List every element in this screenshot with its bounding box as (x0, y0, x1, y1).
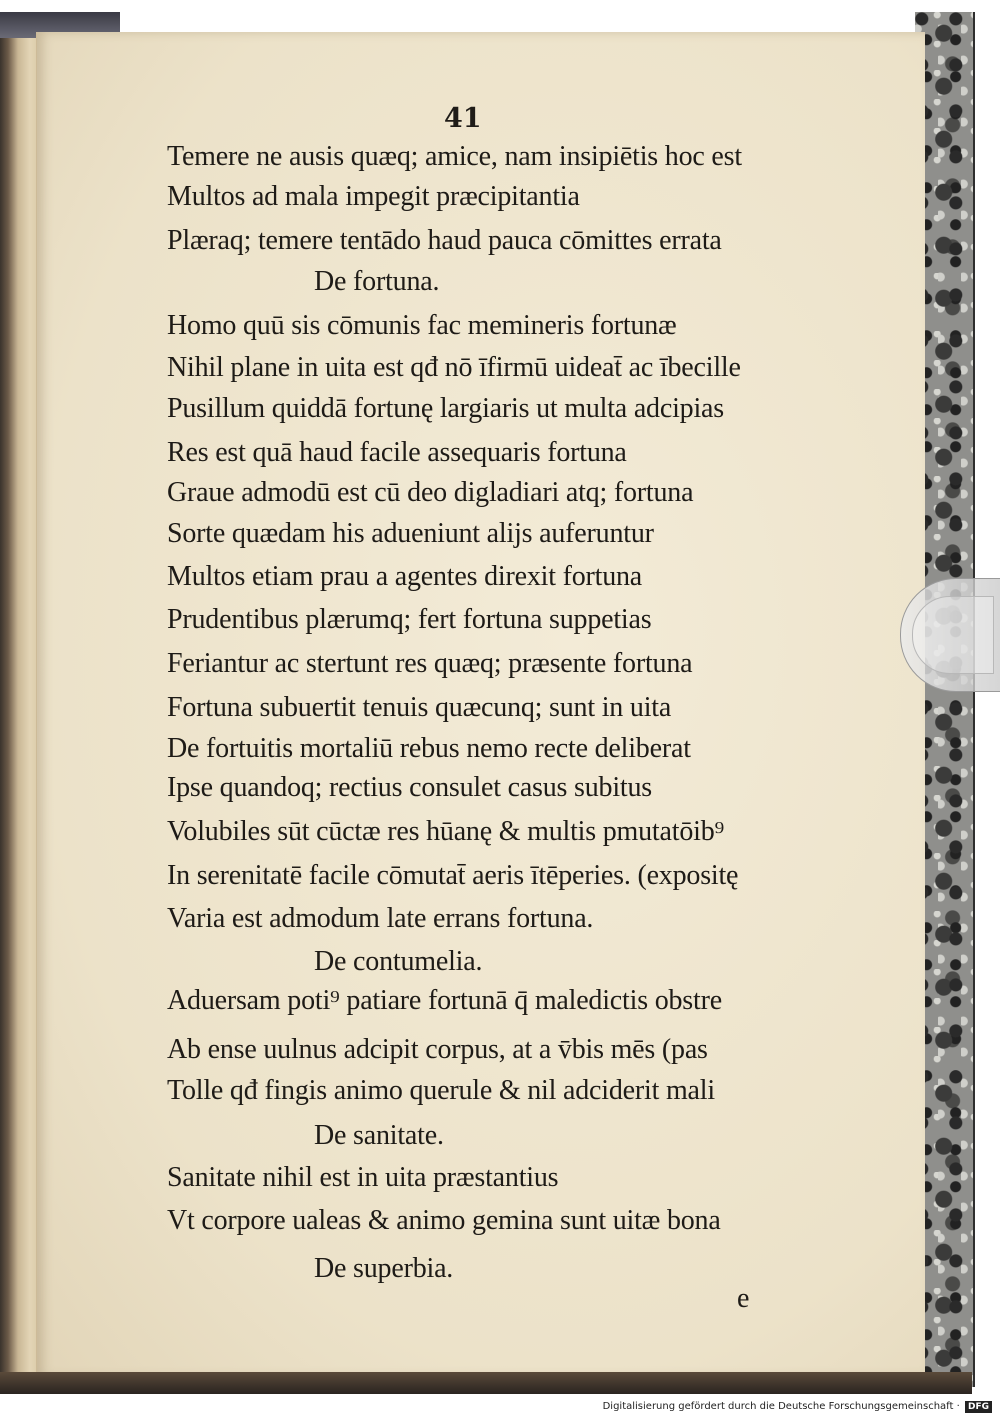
text-line: Res est quā haud facile assequaris fortuna (167, 437, 627, 468)
text-line: Temere ne ausis quæq; amice, nam insipiētis hoc est (167, 141, 742, 172)
book-gutter (0, 12, 40, 1387)
text-line: Multos ad mala impegit præcipitantia (167, 181, 580, 212)
page-number: 41 (444, 103, 482, 134)
text-line: Plæraq; temere tentādo haud pauca cōmittes errata (167, 225, 722, 256)
text-line: Varia est admodum late errans fortuna. (167, 903, 594, 934)
text-line: Ab ense uulnus adcipit corpus, at a v̄bis mēs (pas (167, 1034, 708, 1065)
section-heading: De fortuna. (314, 266, 440, 297)
text-line: Sorte quædam his adueniunt alijs auferuntur (167, 518, 654, 549)
text-line: De fortuitis mortaliū rebus nemo recte deliberat (167, 733, 691, 764)
section-heading: De sanitate. (314, 1120, 444, 1151)
text-line: Aduersam poti⁹ patiare fortunā q̄ maledictis obstre (167, 985, 722, 1016)
text-line: Pusillum quiddā fortunę largiaris ut multa adcipias (167, 393, 724, 424)
text-line: Volubiles sūt cūctæ res hūanę & multis pmutatōib⁹ (167, 816, 725, 847)
section-heading: De contumelia. (314, 946, 483, 977)
text-line: In serenitatē facile cōmutat̄ aeris ītēperies. (expositę (167, 860, 739, 891)
dfg-logo: DFG (965, 1401, 992, 1413)
text-line: Prudentibus plærumq; fert fortuna suppetias (167, 604, 652, 635)
text-line: Nihil plane in uita est qđ nō īfirmū uideat̄ ac ībecille (167, 352, 741, 383)
text-line: Graue admodū est cū deo digladiari atq; fortuna (167, 477, 694, 508)
text-line: Vt corpore ualeas & animo gemina sunt uitæ bona (167, 1205, 721, 1236)
section-heading: De superbia. (314, 1253, 454, 1284)
credit-text: Digitalisierung gefördert durch die Deutsche Forschungsgemeinschaft · (602, 1401, 960, 1412)
book-bottom-edge (0, 1372, 972, 1394)
text-line: Multos etiam prau a agentes direxit fortuna (167, 561, 643, 592)
digitization-credit (603, 1401, 992, 1413)
page-clip-inner (912, 596, 994, 674)
text-line: Sanitate nihil est in uita præstantius (167, 1162, 559, 1193)
text-line: Homo quū sis cōmunis fac memineris fortunæ (167, 310, 677, 341)
text-line: Feriantur ac stertunt res quæq; præsente fortuna (167, 648, 693, 679)
text-line: Ipse quandoq; rectius consulet casus subitus (167, 772, 653, 803)
text-line: Tolle qđ fingis animo querule & nil adciderit mali (167, 1075, 715, 1106)
text-line: Fortuna subuertit tenuis quæcunq; sunt in uita (167, 692, 672, 723)
signature-mark: e (737, 1283, 750, 1314)
